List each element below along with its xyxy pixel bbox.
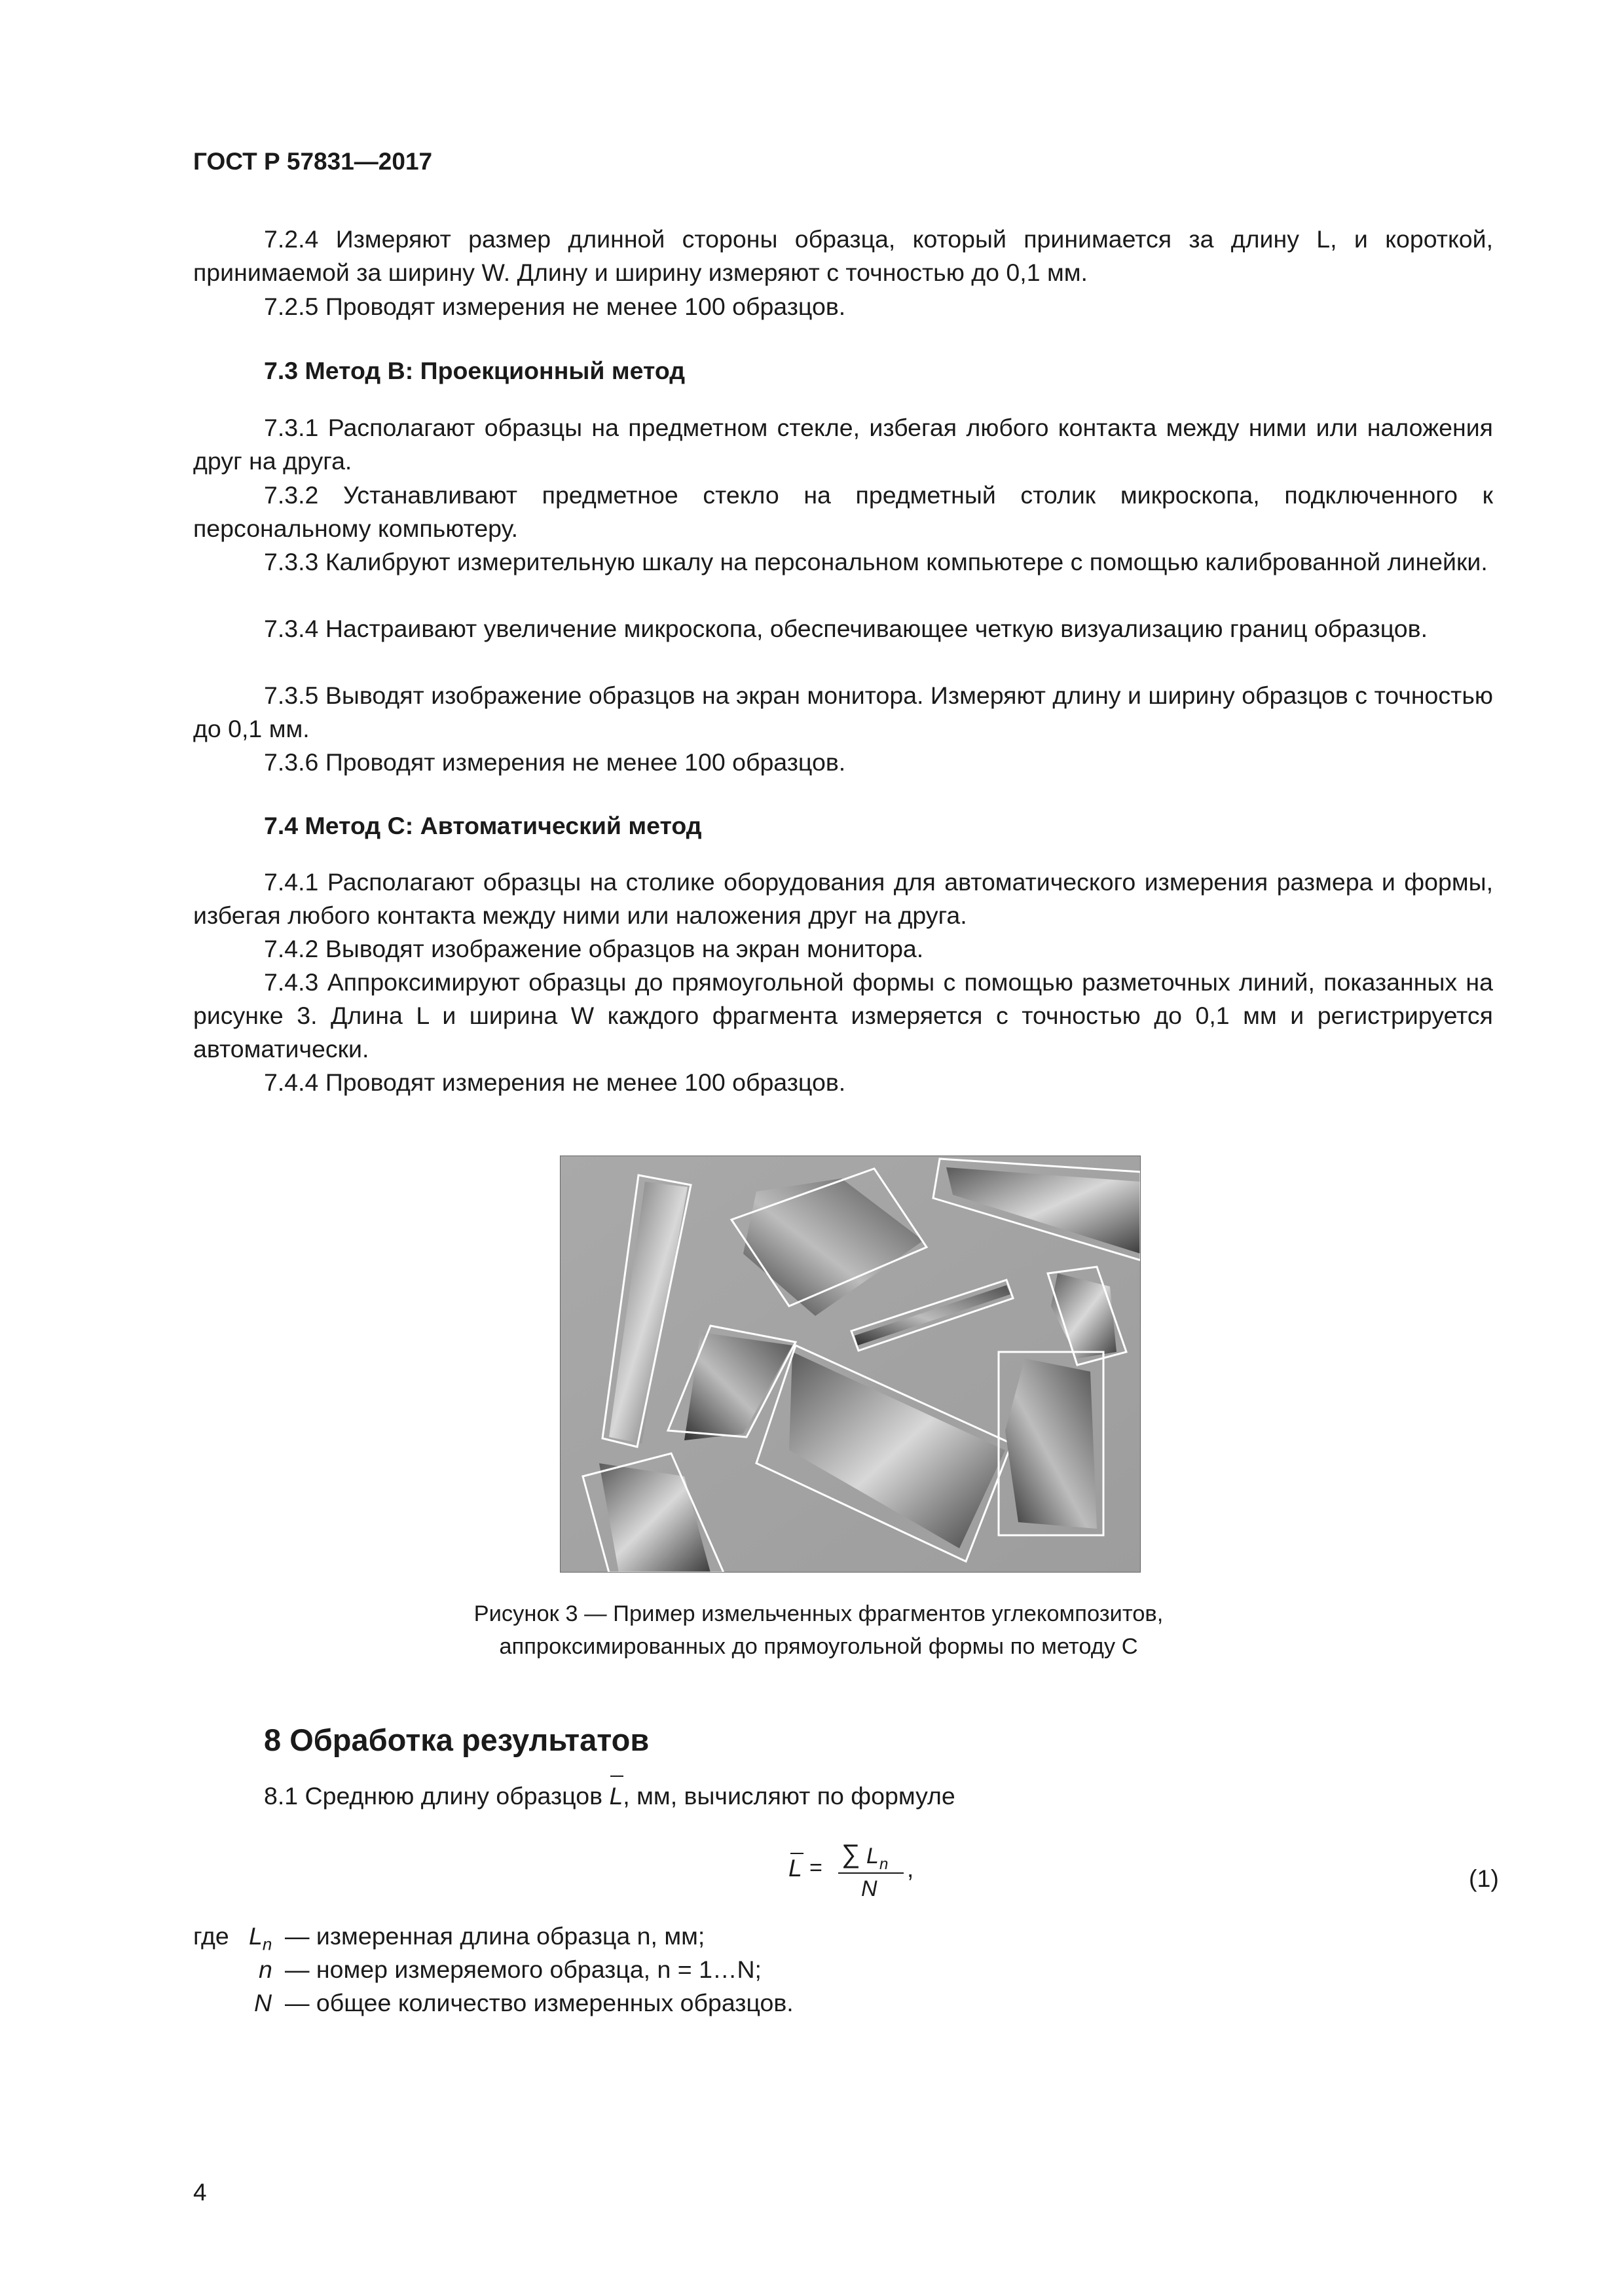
figure-3-fragments-image bbox=[560, 1156, 1141, 1573]
where-text-3: — общее количество измеренных образцов. bbox=[285, 1989, 794, 2016]
clause-7-3-2: 7.3.2 Устанавливают предметное стекло на предметный столик микроскопа, подключенного к персональному компьютеру. bbox=[193, 481, 1493, 542]
formula-equals: = bbox=[809, 1855, 822, 1880]
mean-length-symbol: L bbox=[609, 1782, 623, 1810]
clause-7-4-2: 7.4.2 Выводят изображение образцов на экран монитора. bbox=[264, 935, 924, 962]
clause-7-3-5: 7.3.5 Выводят изображение образцов на экран монитора. Измеряют длину и ширину образцов с точностью до 0,1 мм. bbox=[193, 682, 1493, 742]
formula-numerator-subscript: n bbox=[879, 1855, 889, 1873]
formula-fraction-line bbox=[838, 1872, 904, 1874]
standard-designation: ГОСТ Р 57831—2017 bbox=[193, 148, 433, 175]
formula-sum: ∑ bbox=[841, 1840, 860, 1868]
where-symbol-1: $L_n$ bbox=[249, 1922, 272, 1954]
heading-7-3: 7.3 Метод В: Проекционный метод bbox=[264, 357, 686, 384]
clause-7-3-6: 7.3.6 Проводят измерения не менее 100 образцов. bbox=[264, 748, 846, 776]
formula-numerator: L bbox=[866, 1844, 879, 1868]
where-text-2: — номер измеряемого образца, n = 1…N; bbox=[285, 1956, 762, 1983]
formula-overline bbox=[790, 1853, 803, 1854]
formula-1 bbox=[786, 1840, 956, 1905]
clause-8-1 bbox=[264, 1779, 955, 1813]
heading-8: 8 Обработка результатов bbox=[264, 1722, 650, 1757]
figure-caption-line2: аппроксимированных до прямоугольной формы по методу С bbox=[499, 1634, 1138, 1659]
clause-7-4-4: 7.4.4 Проводят измерения не менее 100 образцов. bbox=[264, 1068, 846, 1096]
formula-comma: , bbox=[907, 1855, 914, 1882]
where-word: где bbox=[193, 1922, 229, 1950]
clause-7-2-5: 7.2.5 Проводят измерения не менее 100 образцов. bbox=[264, 293, 846, 320]
clause-8-1-text-before: 8.1 Среднюю длину образцов bbox=[264, 1782, 610, 1810]
formula-number: (1) bbox=[1469, 1865, 1499, 1892]
clause-7-3-1: 7.3.1 Располагают образцы на предметном стекле, избегая любого контакта между ними или наложения друг на друга. bbox=[193, 414, 1493, 475]
clause-7-4-1: 7.4.1 Располагают образцы на столике оборудования для автоматического измерения размера и формы, избегая любого контакта между ними или наложения друг на друга. bbox=[193, 868, 1493, 929]
formula-lhs: L bbox=[788, 1854, 802, 1882]
formula-denominator: N bbox=[861, 1876, 877, 1901]
clause-7-3-3: 7.3.3 Калибруют измерительную шкалу на персональном компьютере с помощью калиброванной линейки. bbox=[264, 548, 1488, 575]
where-text-1: — измеренная длина образца n, мм; bbox=[285, 1922, 705, 1950]
clause-7-4-3: 7.4.3 Аппроксимируют образцы до прямоугольной формы с помощью разметочных линий, показанных на рисунке 3. Длина L и ширина W каждого фрагмента измеряется с точностью до 0,1 мм и регистрируется автоматически. bbox=[193, 968, 1493, 1063]
clause-8-1-text-after: , мм, вычисляют по формуле bbox=[623, 1782, 955, 1810]
page-number: 4 bbox=[193, 2179, 207, 2206]
clause-7-3-4: 7.3.4 Настраивают увеличение микроскопа, обеспечивающее четкую визуализацию границ образцов. bbox=[264, 615, 1428, 642]
where-symbol-3: N bbox=[254, 1989, 272, 2016]
fragment-8 bbox=[1005, 1358, 1097, 1529]
figure-caption-line1: Рисунок 3 — Пример измельченных фрагментов углекомпозитов, bbox=[473, 1601, 1164, 1626]
where-symbol-2: n bbox=[259, 1956, 272, 1983]
heading-7-4: 7.4 Метод С: Автоматический метод bbox=[264, 812, 702, 839]
clause-7-2-4: 7.2.4 Измеряют размер длинной стороны образца, который принимается за длину L, и короткой, принимаемой за ширину W. Длину и ширину измеряют с точностью до 0,1 мм. bbox=[193, 225, 1493, 286]
